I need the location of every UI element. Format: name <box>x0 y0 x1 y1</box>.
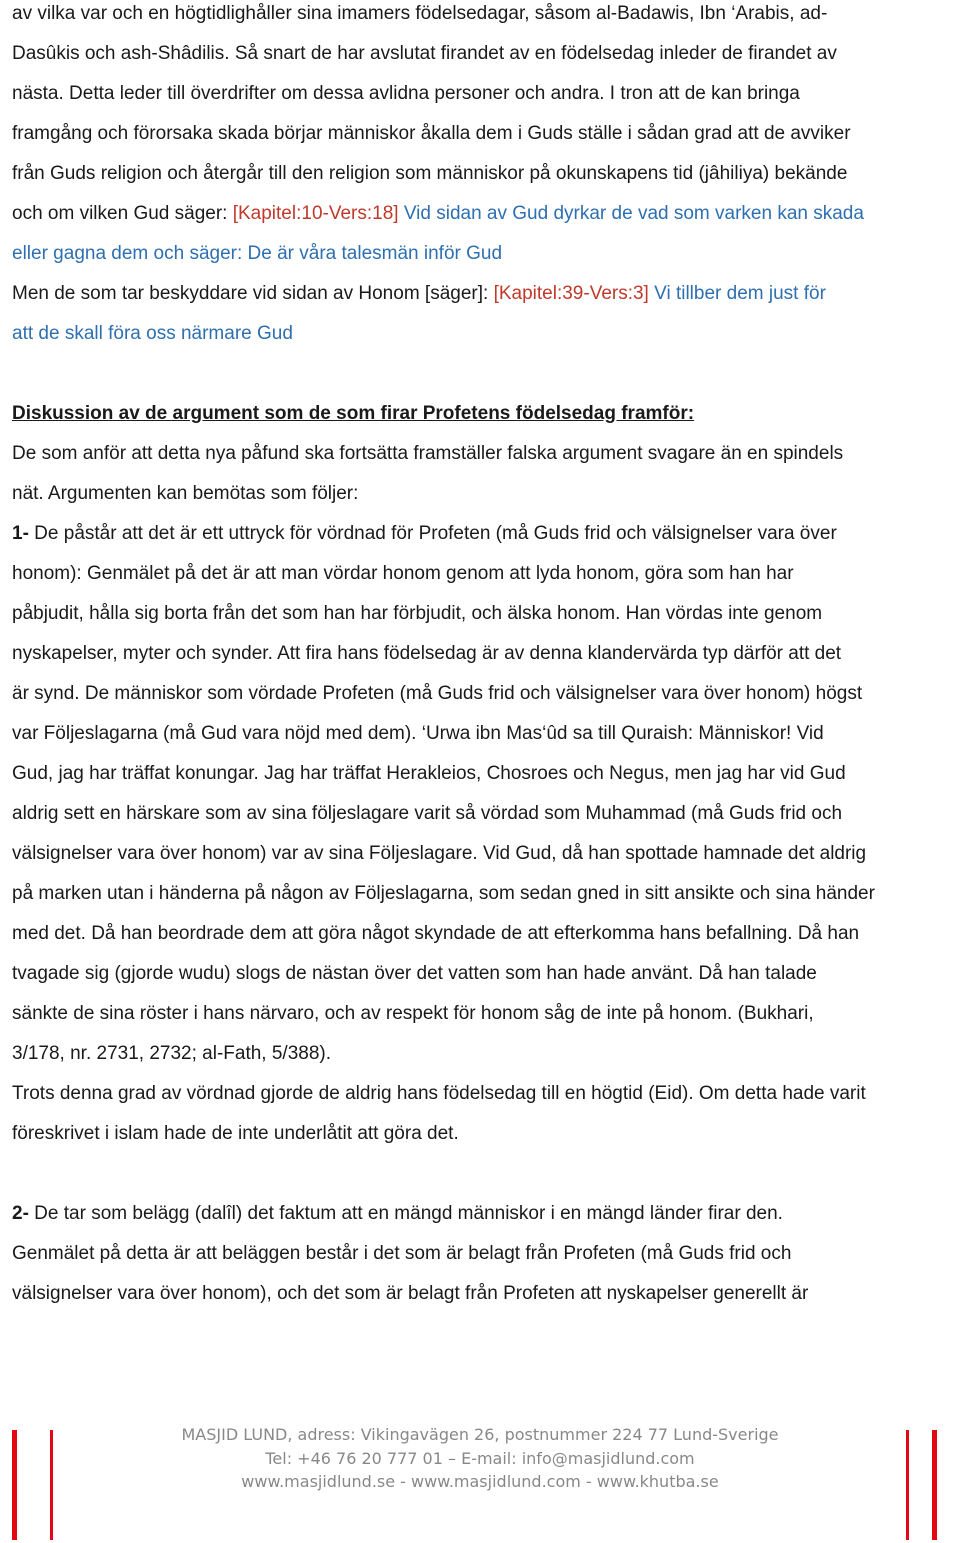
text-line: De som anför att detta nya påfund ska fortsätta framställer falska argument svagare än en spindels <box>12 443 844 464</box>
text-line: Genmälet på detta är att beläggen består i det som är belagt från Profeten (må Guds frid och <box>12 1243 792 1264</box>
quran-quote: Vi tillber dem just för <box>648 283 826 304</box>
text-line: nyskapelser, myter och synder. Att fira hans födelsedag är av denna klandervärda typ därför att det <box>12 643 842 664</box>
line-text: De påstår att det är ett uttryck för vördnad för Profeten (må Guds frid och välsignelser vara över <box>28 523 837 544</box>
text-line: från Guds religion och återgår till den religion som människor på okunskapens tid (jâhiliya) bekände <box>12 163 848 184</box>
line-text: De tar som belägg (dalîl) det faktum att en mängd människor i en mängd länder firar den. <box>28 1203 783 1224</box>
text-line: 3/178, nr. 2731, 2732; al-Fath, 5/388). <box>12 1043 332 1064</box>
section-heading: Diskussion av de argument som de som firar Profetens födelsedag framför: <box>12 403 695 424</box>
quran-reference: [Kapitel:10-Vers:18] <box>232 203 399 224</box>
quran-reference: [Kapitel:39-Vers:3] <box>493 283 649 304</box>
text-line: nät. Argumenten kan bemötas som följer: <box>12 483 359 504</box>
text-line: honom): Genmälet på det är att man vördar honom genom att lyda honom, göra som han har <box>12 563 794 584</box>
text-line <box>12 522 837 546</box>
quran-quote: att de skall föra oss närmare Gud <box>12 323 293 344</box>
text-line: av vilka var och en högtidlighåller sina imamers födelsedagar, såsom al-Badawis, Ibn ‘Arabis, ad- <box>12 3 828 24</box>
text-line: Trots denna grad av vördnad gjorde de aldrig hans födelsedag till en högtid (Eid). Om detta hade varit <box>12 1083 866 1104</box>
text-line <box>12 202 864 226</box>
text-line: var Följeslagarna (må Gud vara nöjd med dem). ‘Urwa ibn Mas‘ûd sa till Quraish: Människor! Vid <box>12 723 824 744</box>
text-line: välsignelser vara över honom) var av sina Följeslagare. Vid Gud, då han spottade hamnade det aldrig <box>12 843 867 864</box>
text-line: aldrig sett en härskare som av sina följeslagare varit så vördad som Muhammad (må Guds frid och <box>12 803 843 824</box>
text-line: Gud, jag har träffat konungar. Jag har träffat Herakleios, Chosroes och Negus, men jag har vid Gud <box>12 763 846 784</box>
text-line: föreskrivet i islam hade de inte underlåtit att göra det. <box>12 1123 459 1144</box>
text-line: sänkte de sina röster i hans närvaro, och av respekt för honom såg de inte på honom. (Bukhari, <box>12 1003 814 1024</box>
text-line <box>12 1202 783 1226</box>
text-line <box>12 282 826 306</box>
text-line: är synd. De människor som vördade Profeten (må Guds frid och välsignelser vara över honom) högst <box>12 683 863 704</box>
footer-websites: www.masjidlund.se - www.masjidlund.com - www.khutba.se <box>241 1472 719 1491</box>
text-line: tvagade sig (gjorde wudu) slogs de nästan över det vatten som han hade använt. Då han talade <box>12 963 817 984</box>
text-line: välsignelser vara över honom), och det som är belagt från Profeten att nyskapelser generellt är <box>12 1283 809 1304</box>
footer-address: MASJID LUND, adress: Vikingavägen 26, postnummer 224 77 Lund-Sverige <box>181 1425 779 1444</box>
page-footer <box>0 1420 960 1543</box>
text-line: framgång och förorsaka skada börjar människor åkalla dem i Guds ställe i sådan grad att de avviker <box>12 123 851 144</box>
quran-quote: eller gagna dem och säger: De är våra talesmän inför Gud <box>12 243 503 264</box>
line-text: och om vilken Gud säger: <box>12 203 233 224</box>
quran-quote: Vid sidan av Gud dyrkar de vad som varken kan skada <box>398 203 864 224</box>
text-line: med det. Då han beordrade dem att göra något skyndade de att efterkomma hans befallning. Då han <box>12 923 860 944</box>
footer-contact: Tel: +46 76 20 777 01 – E-mail: info@masjidlund.com <box>265 1449 695 1468</box>
text-line: på marken utan i händerna på någon av Följeslagarna, som sedan gned in sitt ansikte och sina händer <box>12 883 875 904</box>
point-number: 2- <box>12 1203 29 1224</box>
point-number: 1- <box>12 523 29 544</box>
text-line: Dasûkis och ash-Shâdilis. Så snart de har avslutat firandet av en födelsedag inleder de firandet av <box>12 43 837 64</box>
text-line: nästa. Detta leder till överdrifter om dessa avlidna personer och andra. I tron att de kan bringa <box>12 83 800 104</box>
line-text: Men de som tar beskyddare vid sidan av Honom [säger]: <box>12 283 494 304</box>
text-line: påbjudit, hålla sig borta från det som han har förbjudit, och älska honom. Han vördas inte genom <box>12 603 823 624</box>
